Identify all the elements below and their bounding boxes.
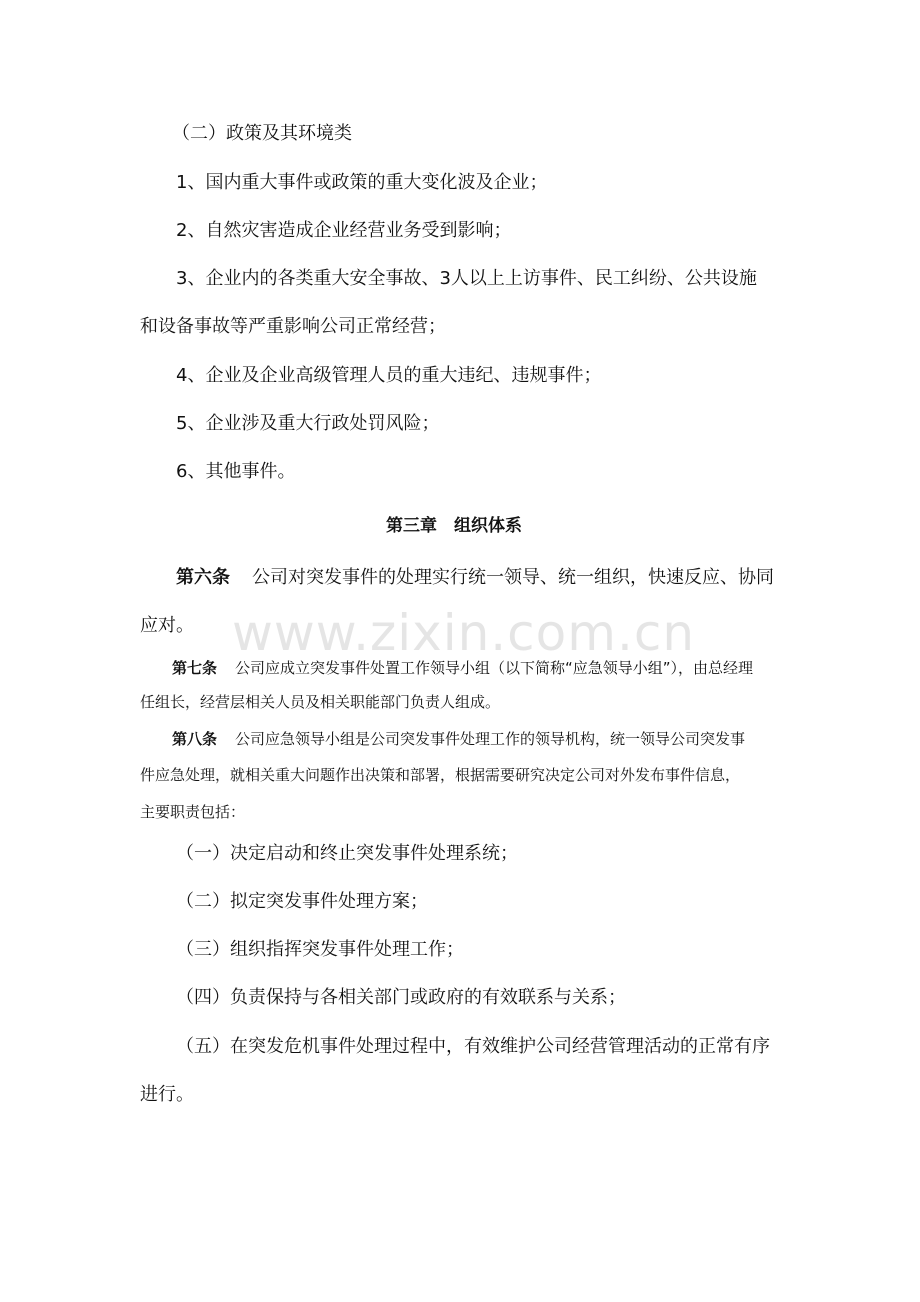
section-heading-policy: （二）政策及其环境类	[172, 123, 352, 144]
list-item-2: 2、自然灾害造成企业经营业务受到影响；	[176, 220, 512, 241]
article-6-text: 公司对突发事件的处理实行统一领导、统一组织，快速反应、协同	[252, 567, 774, 588]
article-8-continued-2: 主要职责包括：	[140, 803, 246, 821]
duty-item-2: （二）拟定突发事件处理方案；	[176, 891, 428, 912]
article-8-heading: 第八条	[172, 730, 218, 748]
duty-item-3: （三）组织指挥突发事件处理工作；	[176, 939, 464, 960]
duty-item-4: （四）负责保持与各相关部门或政府的有效联系与关系；	[176, 987, 626, 1008]
list-item-4: 4、企业及企业高级管理人员的重大违纪、违规事件；	[176, 365, 602, 386]
duty-item-1: （一）决定启动和终止突发事件处理系统；	[176, 843, 518, 864]
article-8-continued-1: 件应急处理，就相关重大问题作出决策和部署，根据需要研究决定公司对外发布事件信息，	[140, 766, 741, 784]
article-6	[176, 566, 774, 590]
list-item-3: 3、企业内的各类重大安全事故、3人以上上访事件、民工纠纷、公共设施	[176, 268, 757, 289]
article-6-heading: 第六条	[176, 567, 230, 588]
list-item-6: 6、其他事件。	[176, 461, 296, 482]
list-item-1: 1、国内重大事件或政策的重大变化波及企业；	[176, 172, 548, 193]
chapter-title: 第三章 组织体系	[386, 516, 522, 536]
article-7	[172, 658, 753, 678]
article-8-text: 公司应急领导小组是公司突发事件处理工作的领导机构，统一领导公司突发事	[235, 730, 746, 748]
article-8	[172, 729, 745, 749]
duty-item-5-continued: 进行。	[140, 1084, 194, 1105]
article-7-heading: 第七条	[172, 659, 218, 677]
article-7-continued: 任组长，经营层相关人员及相关职能部门负责人组成。	[140, 693, 501, 711]
watermark: www.zixin.com.cn	[232, 604, 696, 662]
list-item-5: 5、企业涉及重大行政处罚风险；	[176, 413, 440, 434]
article-7-text: 公司应成立突发事件处置工作领导小组（以下简称“应急领导小组”），由总经理	[235, 659, 754, 677]
article-6-continued: 应对。	[140, 615, 194, 636]
list-item-3-continued: 和设备事故等严重影响公司正常经营；	[140, 316, 446, 337]
duty-item-5: （五）在突发危机事件处理过程中，有效维护公司经营管理活动的正常有序	[176, 1036, 770, 1057]
